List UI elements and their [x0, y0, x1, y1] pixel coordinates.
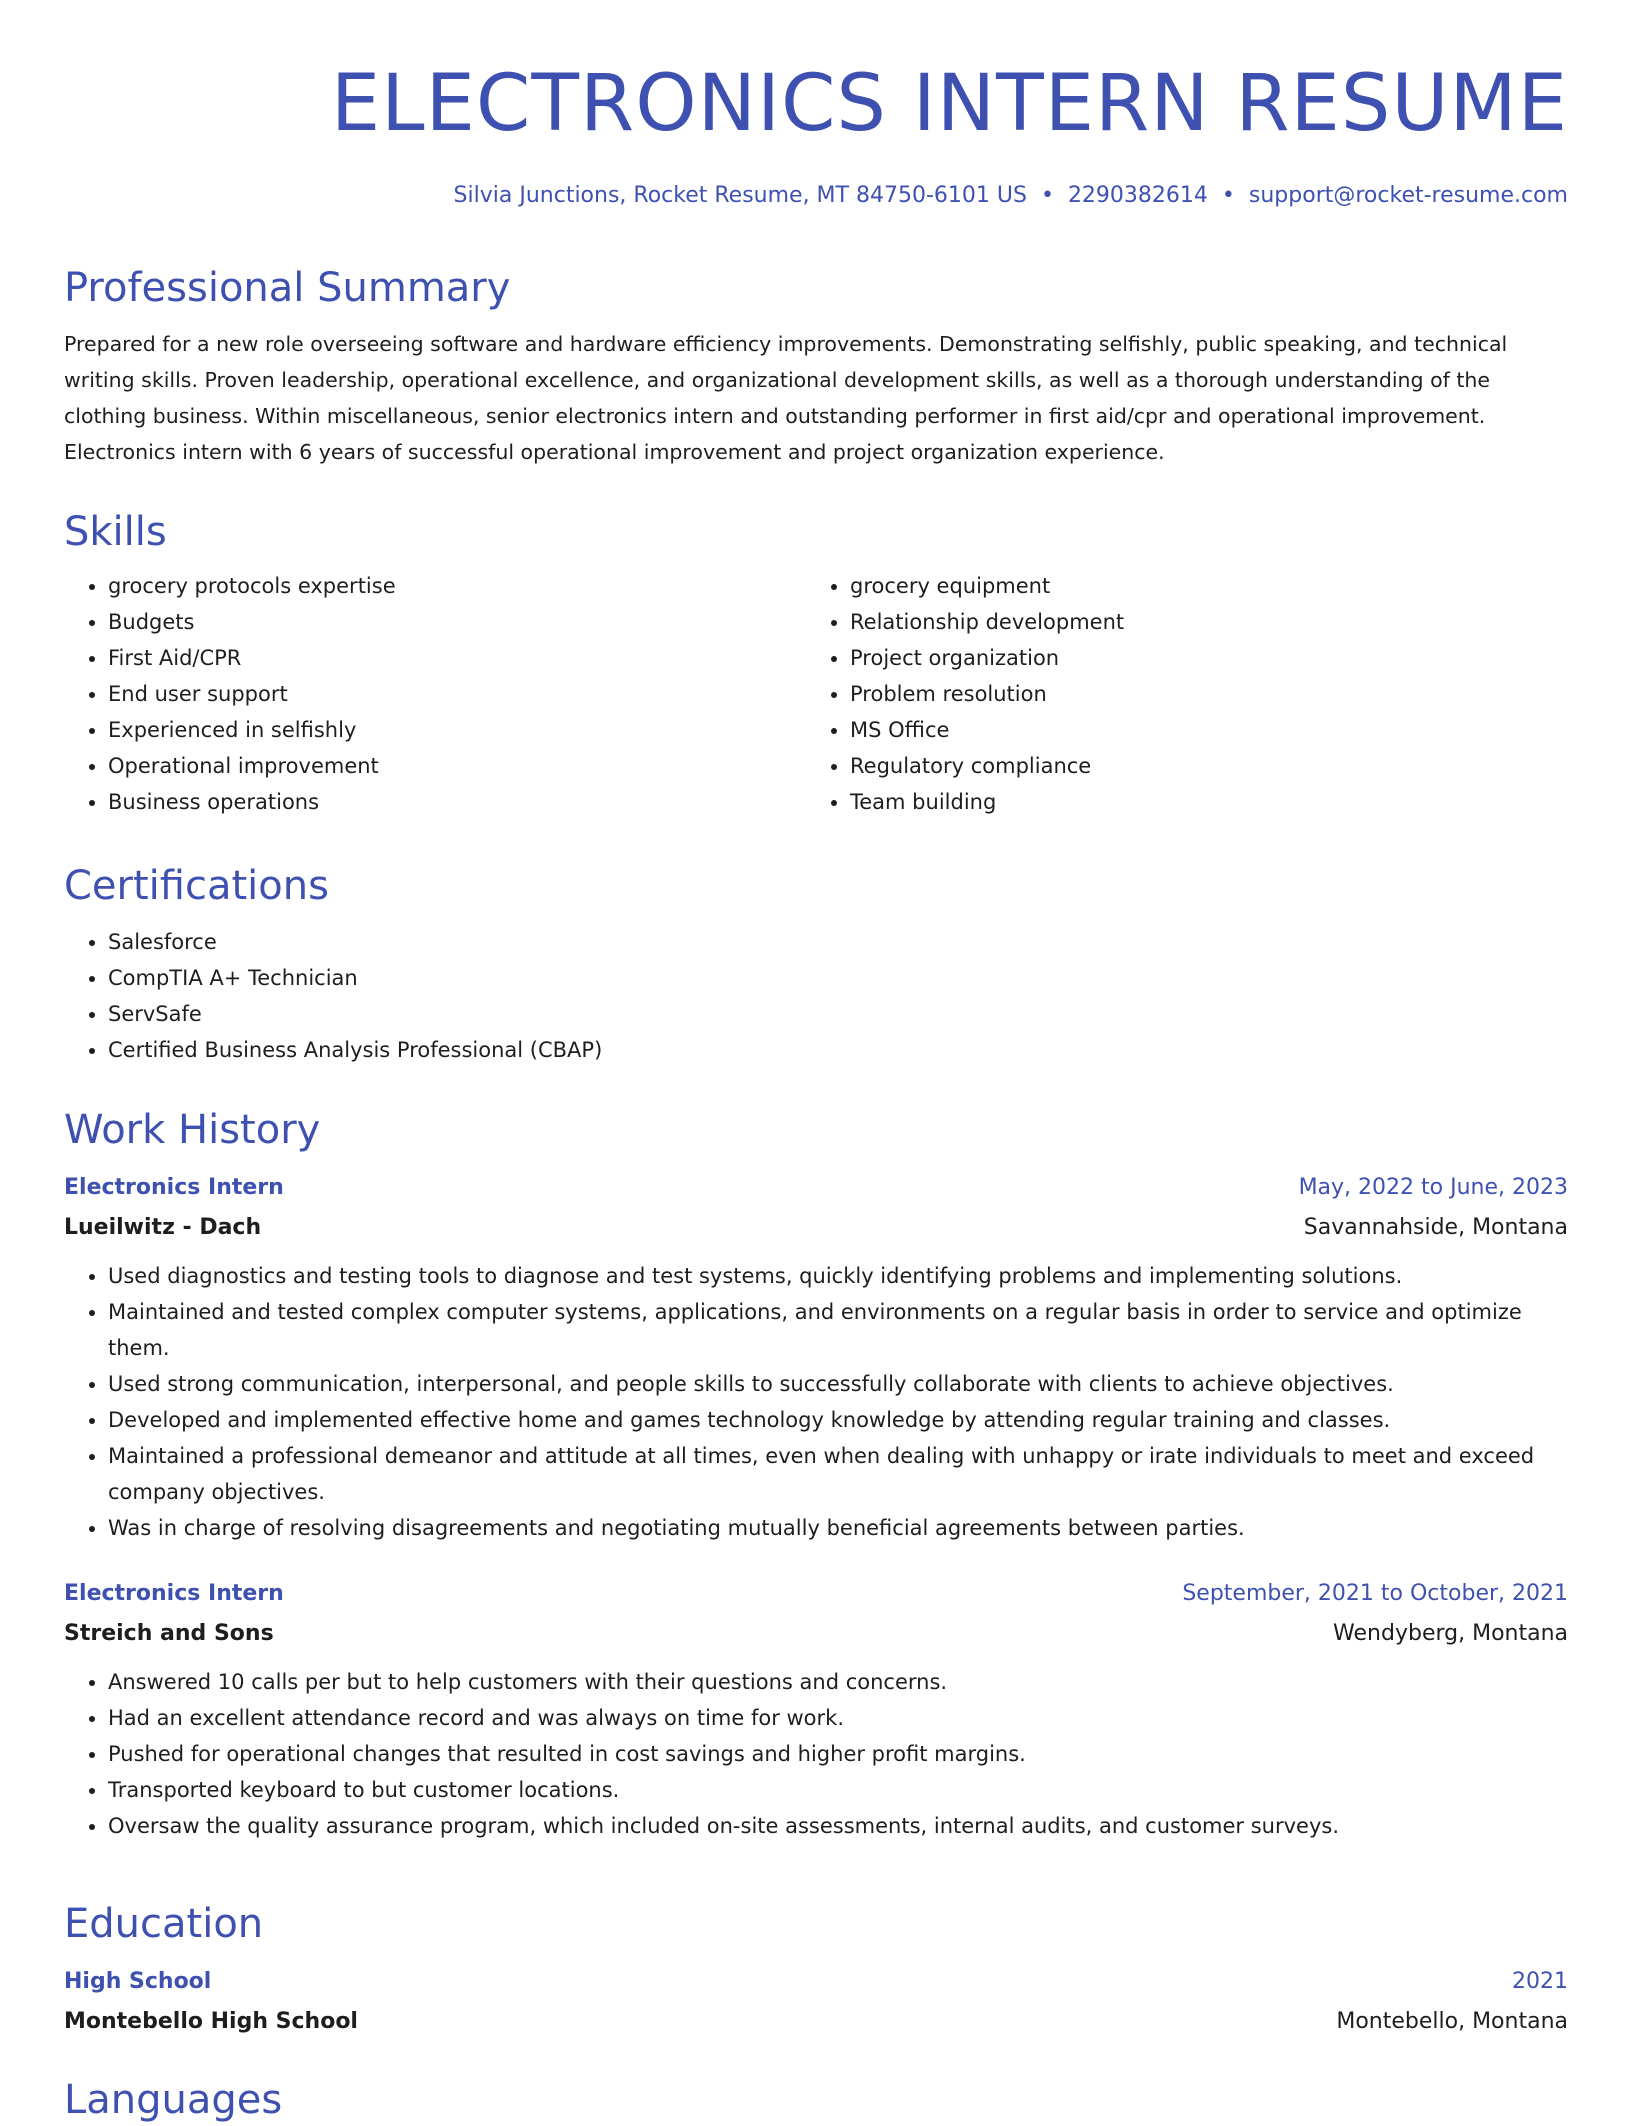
list-item: • Team building	[850, 784, 1548, 820]
list-item: • Oversaw the quality assurance program, which included on-site assessments, internal audits, and customer surveys.	[108, 1808, 1568, 1844]
education-year: 2021	[1512, 1969, 1568, 1994]
job-subheader	[64, 1208, 1568, 1248]
languages-section	[64, 2074, 1568, 2126]
resume-title: ELECTRONICS INTERN RESUME	[330, 59, 1568, 149]
list-item: • ServSafe	[108, 996, 1568, 1032]
summary-heading: Professional Summary	[64, 265, 511, 311]
certifications-section	[64, 860, 1568, 1068]
list-item: • grocery equipment	[850, 568, 1548, 604]
list-item: • Maintained and tested complex computer systems, applications, and environments on a regular basis in order to service and optimize them.	[108, 1294, 1568, 1366]
list-item: • Answered 10 calls per but to help customers with their questions and concerns.	[108, 1664, 1568, 1700]
list-item: • Salesforce	[108, 924, 1568, 960]
job-entry	[64, 1574, 1568, 1844]
job-company: Streich and Sons	[64, 1621, 274, 1646]
contact-phone: 2290382614	[1067, 183, 1208, 208]
list-item: • MS Office	[850, 712, 1548, 748]
skills-grid	[64, 568, 1568, 820]
education-subheader	[64, 2002, 1568, 2042]
list-item: • Pushed for operational changes that resulted in cost savings and higher profit margins.	[108, 1736, 1568, 1772]
education-degree: High School	[64, 1969, 212, 1994]
list-item: • Used diagnostics and testing tools to diagnose and test systems, quickly identifying problems and implementing solutions.	[108, 1258, 1568, 1294]
list-item: • Had an excellent attendance record and was always on time for work.	[108, 1700, 1568, 1736]
contact-separator: •	[1221, 183, 1235, 208]
job-location: Savannahside, Montana	[1303, 1215, 1568, 1240]
list-item: • End user support	[108, 676, 806, 712]
job-subheader	[64, 1614, 1568, 1654]
skills-section	[64, 506, 1568, 820]
list-item: • grocery protocols expertise	[108, 568, 806, 604]
list-item: • Was in charge of resolving disagreements and negotiating mutually beneficial agreements between parties.	[108, 1510, 1568, 1546]
job-dates: May, 2022 to June, 2023	[1298, 1175, 1568, 1200]
job-header	[64, 1168, 1568, 1208]
list-item: • Regulatory compliance	[850, 748, 1548, 784]
list-item: • Budgets	[108, 604, 806, 640]
job-role: Electronics Intern	[64, 1175, 284, 1200]
list-item: • Certified Business Analysis Professional (CBAP)	[108, 1032, 1568, 1068]
education-section	[64, 1898, 1568, 2042]
list-item: • Business operations	[108, 784, 806, 820]
summary-text: Prepared for a new role overseeing software and hardware efficiency improvements. Demonstrating selfishly, public speaking, and technical writing skills. Proven leadership, operational excellence, and organizational development skills, as well as a thorough understanding of the clothing business. Within miscellaneous, senior electronics intern and outstanding performer in first aid/cpr and operational improvement. Electronics intern with 6 years of successful operational improvement and project organization experience.	[64, 332, 1508, 464]
list-item: • Maintained a professional demeanor and attitude at all times, even when dealing with unhappy or irate individuals to meet and exceed company objectives.	[108, 1438, 1568, 1510]
job-header	[64, 1574, 1568, 1614]
education-school: Montebello High School	[64, 2009, 358, 2034]
list-item: • Used strong communication, interpersonal, and people skills to successfully collaborate with clients to achieve objectives.	[108, 1366, 1568, 1402]
skills-list-left	[64, 568, 806, 820]
contact-email: support@rocket-resume.com	[1248, 183, 1568, 208]
list-item: • Transported keyboard to but customer locations.	[108, 1772, 1568, 1808]
job-location: Wendyberg, Montana	[1333, 1621, 1568, 1646]
list-item: • Project organization	[850, 640, 1548, 676]
list-item: • Problem resolution	[850, 676, 1548, 712]
work-history-section	[64, 1104, 1568, 1844]
list-item: • CompTIA A+ Technician	[108, 960, 1568, 996]
education-heading: Education	[64, 1901, 264, 1947]
contact-line	[64, 180, 1568, 212]
certifications-list	[64, 924, 1568, 1068]
skills-heading: Skills	[64, 509, 167, 555]
list-item: • Developed and implemented effective home and games technology knowledge by attending regular training and classes.	[108, 1402, 1568, 1438]
job-bullets	[64, 1258, 1568, 1546]
list-item: • Operational improvement	[108, 748, 806, 784]
certifications-heading: Certifications	[64, 863, 329, 909]
job-dates: September, 2021 to October, 2021	[1182, 1581, 1568, 1606]
summary-section	[64, 262, 1568, 470]
contact-separator: •	[1040, 183, 1054, 208]
skills-list-right	[806, 568, 1548, 820]
job-bullets	[64, 1664, 1568, 1844]
list-item: • First Aid/CPR	[108, 640, 806, 676]
languages-heading: Languages	[64, 2077, 283, 2123]
education-location: Montebello, Montana	[1336, 2009, 1568, 2034]
job-role: Electronics Intern	[64, 1581, 284, 1606]
contact-address: Silvia Junctions, Rocket Resume, MT 84750-6101 US	[453, 183, 1027, 208]
work-history-heading: Work History	[64, 1107, 321, 1153]
list-item: • Relationship development	[850, 604, 1548, 640]
education-header	[64, 1962, 1568, 2002]
list-item: • Experienced in selfishly	[108, 712, 806, 748]
job-entry	[64, 1168, 1568, 1546]
resume-page	[64, 0, 1568, 2123]
job-company: Lueilwitz - Dach	[64, 1215, 262, 1240]
